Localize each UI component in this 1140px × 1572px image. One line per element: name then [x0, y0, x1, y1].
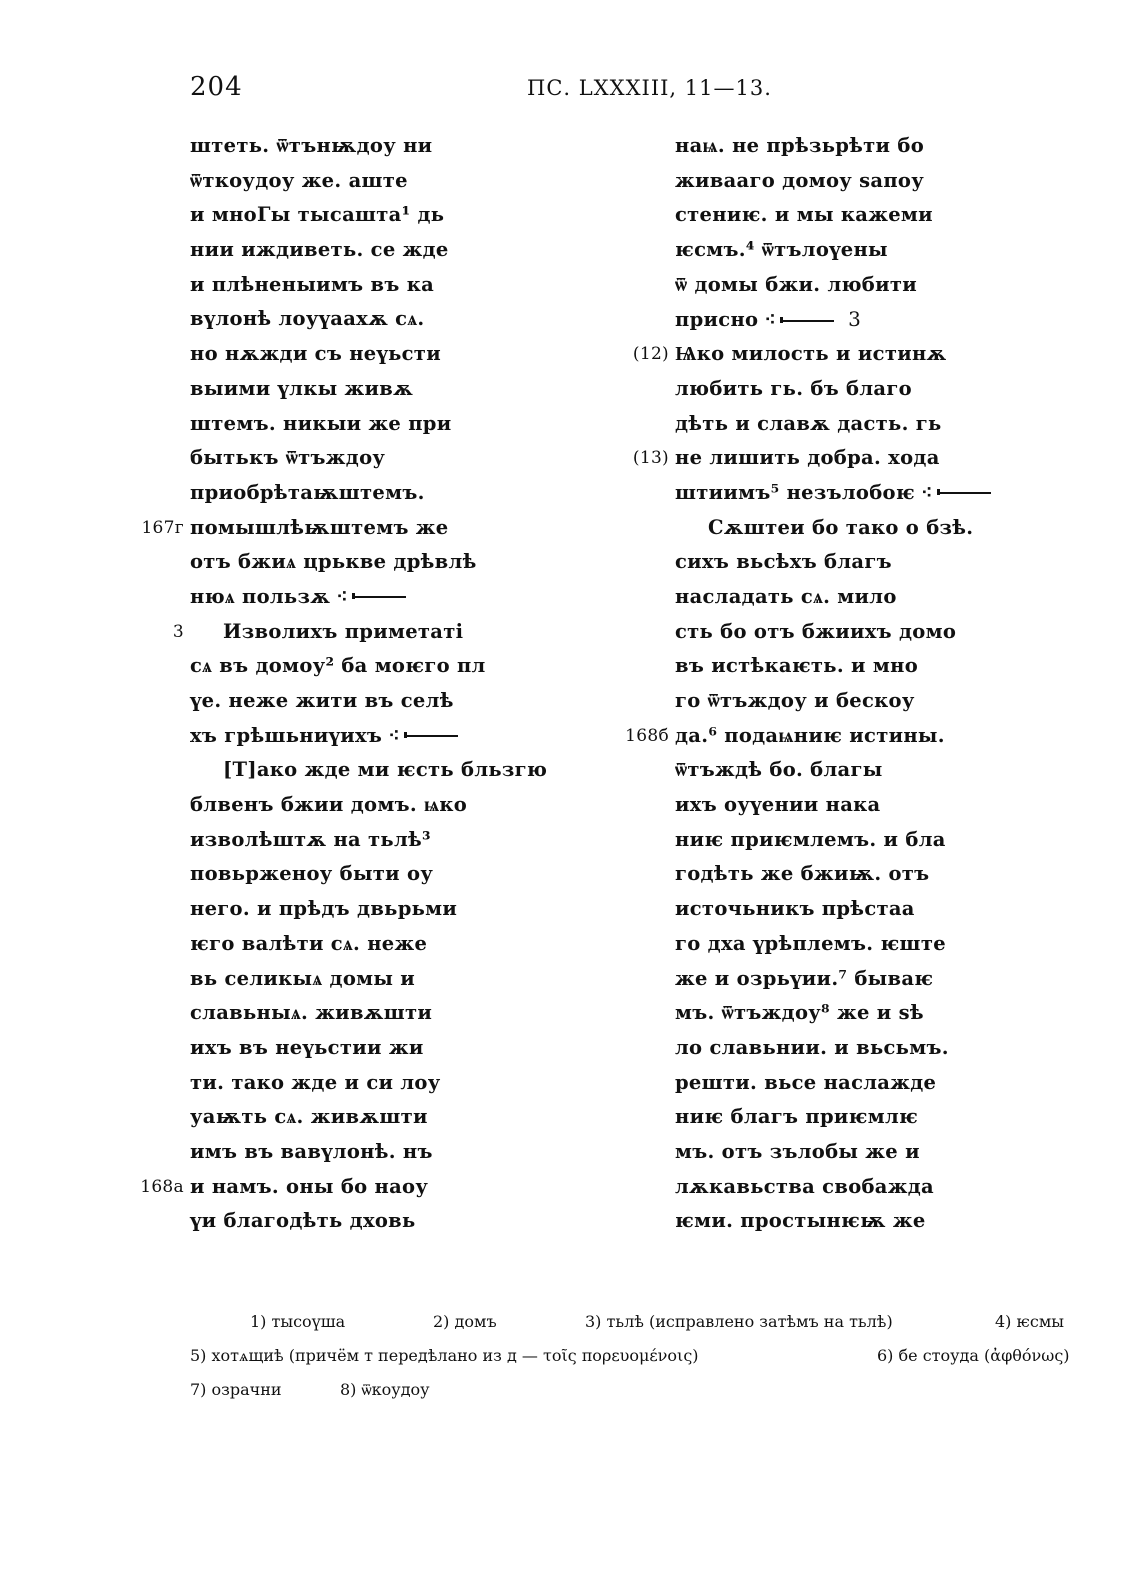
- margin-note: 168б: [625, 725, 669, 746]
- footnote: 8) ѿкоудоу: [340, 1380, 430, 1399]
- text-line: [675, 927, 1005, 962]
- line-text: отъ бжиѧ црькве дрѣвлѣ: [190, 550, 477, 574]
- text-line: [190, 962, 560, 997]
- text-line: [190, 476, 560, 511]
- line-text: мъ. отъ зълобы же и: [675, 1139, 920, 1163]
- text-line: [190, 857, 560, 892]
- text-line: [190, 407, 560, 442]
- text-line: [190, 1031, 560, 1066]
- line-text: приобрѣтаѭштемъ.: [190, 480, 425, 504]
- line-text: имъ въ вавүлонѣ. нъ: [190, 1139, 433, 1163]
- text-line: [190, 1135, 560, 1170]
- line-text: ихъ оуүении нака: [675, 793, 881, 817]
- text-line: [675, 129, 1005, 164]
- text-line: [675, 649, 1005, 684]
- footnote: 3) тьлѣ (исправлено затѣмъ на тьлѣ): [585, 1312, 893, 1331]
- running-head: ПС. LXXXIII, 11—13.: [527, 76, 772, 100]
- text-line: [675, 580, 1005, 615]
- text-line: [675, 1031, 1005, 1066]
- text-line: [675, 164, 1005, 199]
- text-line: [675, 996, 1005, 1031]
- text-line: [190, 441, 560, 476]
- text-line: [190, 129, 560, 164]
- line-text: нюѧ пользѫ: [190, 584, 331, 608]
- text-line: [675, 372, 1005, 407]
- line-text: источьникъ прѣстаа: [675, 897, 915, 921]
- line-text: штиимъ⁵ незълобоѥ: [675, 480, 915, 504]
- line-text: же и озрьүии.⁷ бываѥ: [675, 966, 934, 990]
- line-text: да.⁶ подаѩниѥ истины.: [675, 723, 945, 747]
- text-line: [190, 580, 560, 615]
- text-line: [675, 1204, 1005, 1239]
- footnote: 5) хотѧщиѣ (причём т передѣлано из д — τοῖς πορευομένοις): [190, 1346, 699, 1365]
- line-text: и намъ. оны бо наоу: [190, 1174, 429, 1198]
- line-text: повьрженоу быти оу: [190, 862, 434, 886]
- line-text: дѣть и славѫ дасть. гь: [675, 411, 942, 435]
- text-line: [190, 996, 560, 1031]
- line-text: Ѩко милость и истинѫ: [675, 342, 947, 366]
- margin-note: 168а: [140, 1176, 184, 1197]
- line-text: и плѣненыимъ въ ка: [190, 272, 435, 296]
- line-text: штеть. ѿтънѭдоу ни: [190, 134, 433, 157]
- text-line: [625, 719, 1005, 754]
- text-line: [190, 233, 560, 268]
- text-line: [675, 545, 1005, 580]
- line-text: и мноГы тысашта¹ дь: [190, 203, 445, 227]
- line-text: стениѥ. и мы кажеми: [675, 203, 933, 227]
- text-line: [675, 684, 1005, 719]
- line-text: штемъ. никыи же при: [190, 411, 452, 435]
- text-line: [190, 545, 560, 580]
- text-line: [190, 684, 560, 719]
- margin-note: 167г: [141, 517, 184, 538]
- text-line: [675, 753, 1005, 788]
- text-line: [675, 1135, 1005, 1170]
- line-text: Сѫштеи бо тако о бзѣ.: [708, 515, 974, 539]
- line-text: нии иждиветь. се жде: [190, 238, 449, 262]
- text-line: [190, 892, 560, 927]
- line-text: [Т]ако жде ми ѥсть бльзгю: [223, 758, 548, 782]
- text-line: [190, 823, 560, 858]
- line-text: годѣть же бжиѭ. отъ: [675, 862, 930, 886]
- margin-note: (12): [632, 344, 669, 365]
- footnotes: [190, 1305, 1070, 1407]
- line-text: ти. тако жде и си лоу: [190, 1070, 441, 1094]
- section-end-mark: ⁖: [336, 584, 348, 608]
- line-text: ѥми. простынѥѭ же: [675, 1209, 926, 1233]
- line-text: него. и прѣдъ двьрьми: [190, 897, 458, 921]
- text-line: [190, 927, 560, 962]
- line-text: мъ. ѿтъждоу⁸ же и ѕѣ: [675, 1001, 924, 1025]
- text-line: [675, 407, 1005, 442]
- line-text: го дха үрѣплемъ. ѥште: [675, 931, 946, 955]
- line-text: изволѣштѫ на тьлѣ³: [190, 827, 431, 851]
- text-line: [190, 302, 560, 337]
- line-text: ѥго валѣти сѧ. неже: [190, 931, 428, 955]
- text-line: [190, 1204, 560, 1239]
- line-text: үе. неже жити въ селѣ: [190, 689, 454, 712]
- footnote: 4) ѥсмы: [995, 1312, 1064, 1331]
- text-line: [675, 823, 1005, 858]
- line-text: сихъ вьсѣхъ благъ: [675, 550, 892, 574]
- text-line: [140, 1170, 560, 1205]
- line-text: Изволихъ приметатi: [223, 619, 464, 643]
- text-line: [675, 476, 1005, 511]
- text-line: [190, 337, 560, 372]
- line-text: ѿткоудоу же. аште: [190, 168, 408, 192]
- line-text: ихъ въ неүьстии жи: [190, 1035, 424, 1059]
- text-line: [190, 719, 560, 754]
- section-end-mark: ⁖: [920, 480, 933, 504]
- text-line: [141, 511, 560, 546]
- line-text: хъ грѣшьниүихъ: [190, 723, 383, 747]
- margin-note: 3: [172, 621, 184, 642]
- text-line: [675, 788, 1005, 823]
- text-line: [675, 892, 1005, 927]
- section-end-dash: [406, 735, 458, 737]
- text-line: [675, 268, 1005, 303]
- line-text: не лишить добра. хода: [675, 446, 940, 470]
- text-line: [190, 268, 560, 303]
- footnote: 6) бе стоуда (ἀφθόνως): [877, 1346, 1070, 1365]
- line-text: ло славьнии. и вьсьмъ.: [675, 1035, 949, 1059]
- text-line: [675, 857, 1005, 892]
- line-text: ѿ домы бжи. любити: [675, 272, 918, 296]
- section-end-dash: [354, 596, 406, 598]
- footnote-row: [190, 1373, 1070, 1407]
- margin-note: (13): [632, 448, 669, 469]
- right-text-column: [625, 129, 1005, 1239]
- text-line: [675, 302, 1005, 337]
- text-line: [190, 1066, 560, 1101]
- line-text: славьныѧ. живѫшти: [190, 1001, 433, 1025]
- line-text: наѩ. не прѣзьрѣти бо: [675, 134, 925, 157]
- line-text: сѧ въ домоу² ба моѥго пл: [190, 654, 486, 678]
- text-line: [675, 1066, 1005, 1101]
- text-line: [172, 615, 560, 650]
- line-text: ѥсмъ.⁴ ѿтълоүены: [675, 238, 888, 262]
- line-text: любить гь. бъ благо: [675, 376, 912, 400]
- text-line: [190, 788, 560, 823]
- text-line: [190, 372, 560, 407]
- text-line: [675, 198, 1005, 233]
- line-text: выими үлкы живѫ: [190, 376, 414, 400]
- text-line: [675, 1170, 1005, 1205]
- footnote-row: [190, 1305, 1070, 1339]
- footnote: 2) домъ: [433, 1312, 497, 1331]
- section-end-dash: [782, 320, 834, 322]
- text-line: [190, 164, 560, 199]
- text-line: [190, 753, 560, 788]
- text-line: [190, 1100, 560, 1135]
- line-text: решти. вьсе наслажде: [675, 1070, 937, 1094]
- line-text: уаѭть сѧ. живѫшти: [190, 1105, 428, 1129]
- text-line: [632, 441, 1005, 476]
- line-text: го ѿтъждоу и бескоу: [675, 689, 915, 712]
- footnote-row: [190, 1339, 1070, 1373]
- left-text-column: [140, 129, 560, 1239]
- line-text: вь селикыѧ домы и: [190, 966, 416, 990]
- line-text: лѫкавьства свобажда: [675, 1174, 934, 1198]
- line-text: блвенъ бжии домъ. ѩко: [190, 793, 468, 817]
- page-number: 204: [190, 72, 243, 102]
- line-text: үи благодѣть дховь: [190, 1209, 416, 1233]
- footnote: 1) тысоүша: [250, 1312, 346, 1331]
- section-end-mark: ⁖: [764, 308, 777, 332]
- line-text: помышлѣѭштемъ же: [190, 515, 449, 539]
- line-text: въ истѣкаѥть. и мно: [675, 654, 918, 678]
- section-end-mark: ⁖: [388, 723, 400, 747]
- section-end-dash: [939, 492, 991, 494]
- line-text: насладать сѧ. мило: [675, 584, 897, 608]
- line-text: ниѥ приѥмлемъ. и бла: [675, 827, 946, 851]
- text-line: [675, 1100, 1005, 1135]
- footnote: 7) озрачни: [190, 1380, 282, 1399]
- line-text: ѿтъждѣ бо. благы: [675, 758, 883, 782]
- text-line: [675, 233, 1005, 268]
- text-line: [675, 962, 1005, 997]
- line-text: живааго домоу ѕапоу: [675, 168, 925, 192]
- margin-mark: 3: [848, 307, 862, 332]
- text-line: [632, 337, 1005, 372]
- line-text: ниѥ благъ приѥмлѥ: [675, 1105, 919, 1129]
- text-line: [190, 649, 560, 684]
- text-line: [190, 198, 560, 233]
- line-text: вүлонѣ лоуүаахѫ сѧ.: [190, 307, 425, 331]
- line-text: но нѫжди съ неүьсти: [190, 342, 441, 366]
- line-text: присно: [675, 308, 759, 332]
- line-text: сть бо отъ бжиихъ домо: [675, 619, 957, 643]
- line-text: бытькъ ѿтъждоу: [190, 446, 386, 470]
- text-line: [675, 615, 1005, 650]
- text-line: [675, 511, 1005, 546]
